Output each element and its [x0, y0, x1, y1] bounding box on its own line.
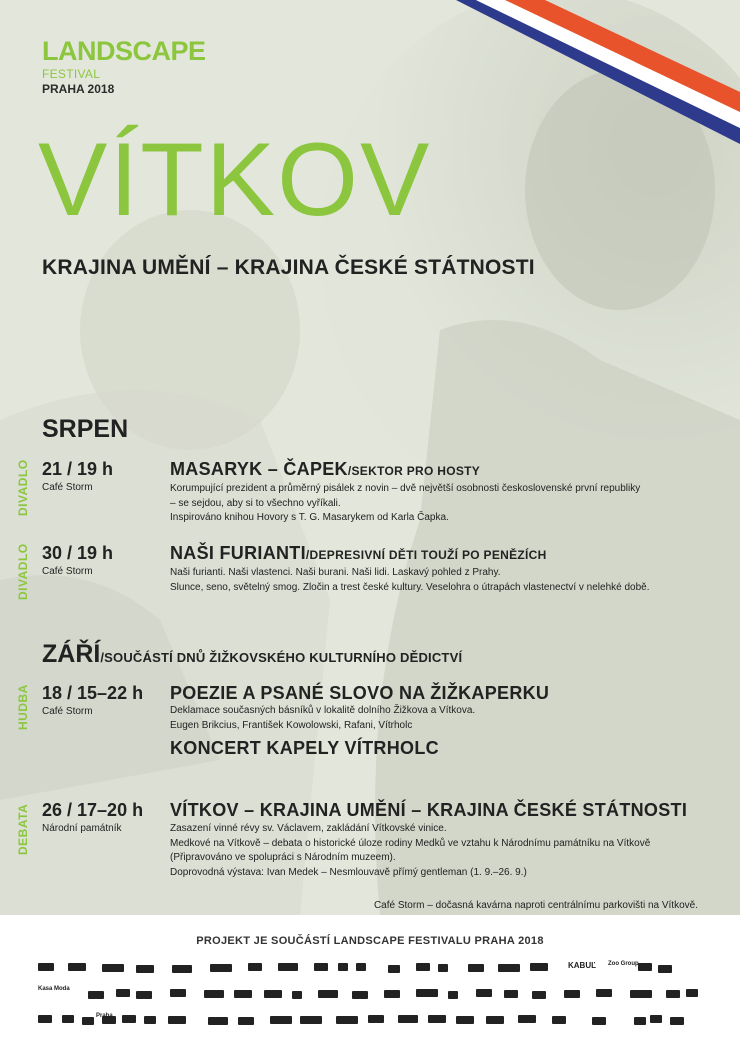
partner-logo [438, 964, 448, 972]
partner-logo [336, 1016, 358, 1024]
partner-logo [476, 989, 492, 997]
partner-logo [428, 1015, 446, 1023]
partner-logo [116, 989, 130, 997]
description-line: – se sejdou, aby si to všechno vyříkali. [170, 497, 341, 509]
partner-logo-row [38, 1007, 702, 1033]
partner-logo [300, 1016, 322, 1024]
event-title: VÍTKOV – KRAJINA UMĚNÍ – KRAJINA ČESKÉ STÁTNOSTI [170, 800, 688, 820]
partner-logo [210, 964, 232, 972]
partner-logo [634, 1017, 646, 1025]
event-description [170, 704, 475, 733]
partner-logo [456, 1016, 474, 1024]
partner-logo [630, 990, 652, 998]
festival-label: FESTIVAL [42, 67, 101, 81]
partners-strip [0, 915, 740, 1047]
partner-logo [388, 965, 400, 973]
description-line: Eugen Brikcius, František Kowolowski, Rafani, Vítrholc [170, 719, 413, 731]
event-title: POEZIE A PSANÉ SLOVO NA ŽIŽKAPERKU [170, 683, 550, 703]
partner-logo [532, 991, 546, 999]
partner-logo [172, 965, 192, 973]
partner-logo [416, 989, 438, 997]
partner-logo [666, 990, 680, 998]
description-line: (Připravováno ve spolupráci s Národním muzeem). [170, 852, 396, 863]
partner-logo [552, 1016, 566, 1024]
partner-logo [314, 963, 328, 971]
partner-logo [468, 964, 484, 972]
category-label: DIVADLO [16, 459, 30, 516]
partner-logo [384, 990, 400, 998]
partner-logo [486, 1016, 504, 1024]
footnote: Café Storm – dočasná kavárna naproti centrálnímu parkovišti na Vítkově. [373, 900, 698, 911]
partner-logo [136, 991, 152, 999]
partner-logo [448, 991, 458, 999]
partner-logo [596, 989, 612, 997]
partner-logo [416, 963, 430, 971]
event-venue: Národní památník [42, 823, 122, 834]
event-title [170, 459, 480, 480]
main-title: VÍTKOV [38, 122, 432, 238]
partner-logo-row [38, 955, 702, 981]
partner-logo [38, 1015, 52, 1023]
project-line: PROJEKT JE SOUČÁSTÍ LANDSCAPE FESTIVALU PRAHA 2018 [196, 935, 544, 947]
partner-logo [264, 990, 282, 998]
partner-logo [518, 1015, 536, 1023]
event-title [170, 543, 547, 564]
event-description [170, 822, 650, 880]
main-subtitle: KRAJINA UMĚNÍ – KRAJINA ČESKÉ STÁTNOSTI [42, 256, 535, 279]
description-line: Medkové na Vítkově – debata o historické úloze rodiny Medků ve vztahu k Národnímu památníku na Vítkově [170, 837, 651, 849]
partner-logo [368, 1015, 384, 1023]
event-title-main: NAŠI FURIANTI [170, 543, 306, 563]
description-line: Deklamace současných básníků v lokalitě dolního Žižkova a Vítkova. [170, 705, 476, 716]
category-label: DIVADLO [16, 543, 30, 600]
event-title-suffix: /DEPRESIVNÍ DĚTI TOUŽÍ PO PENĚZÍCH [305, 548, 547, 562]
event-venue: Café Storm [42, 566, 93, 577]
partner-logo [82, 1017, 94, 1025]
partner-logo [564, 990, 580, 998]
partner-logo [278, 963, 298, 971]
partner-logo [136, 965, 154, 973]
category-label: HUDBA [16, 684, 30, 730]
partner-logo-text: Praha [96, 1013, 113, 1019]
partner-logo [352, 991, 368, 999]
partner-logo [38, 963, 54, 971]
partner-logos [38, 955, 702, 1033]
description-line: Naši furianti. Naši vlastenci. Naši burani. Naši lidi. Laskavý pohled z Prahy. [170, 567, 501, 578]
partner-logo [122, 1015, 136, 1023]
partner-logo [356, 963, 366, 971]
month-heading [42, 640, 462, 669]
festival-city-year: PRAHA 2018 [42, 82, 115, 96]
partner-logo-text: Kasa Moda [38, 986, 70, 992]
category-label: DEBATA [16, 803, 30, 855]
festival-name: LANDSCAPE [42, 36, 206, 66]
partner-logo-text: KABUĽ [568, 961, 596, 970]
partner-logo [670, 1017, 684, 1025]
description-line: Zasazení vinné révy sv. Václavem, zakládání Vítkovské vinice. [170, 823, 447, 834]
partner-logo [504, 990, 518, 998]
partner-logo [318, 990, 338, 998]
event-title-suffix: /SEKTOR PRO HOSTY [347, 464, 481, 478]
description-line: Inspirováno knihou Hovory s T. G. Masarykem od Karla Čapka. [170, 512, 449, 523]
event-time: 21 / 19 h [42, 459, 114, 479]
partner-logo [398, 1015, 418, 1023]
month-heading: SRPEN [42, 415, 129, 443]
partner-logo [238, 1017, 254, 1025]
event-venue: Café Storm [42, 706, 93, 717]
partner-logo [292, 991, 302, 999]
partner-logo-row [38, 981, 702, 1007]
event-title-main: MASARYK – ČAPEK [170, 459, 348, 479]
event-description [170, 482, 640, 526]
partner-logo [270, 1016, 292, 1024]
event-time: 26 / 17–20 h [42, 800, 144, 820]
partner-logo [234, 990, 252, 998]
partner-logo [170, 989, 186, 997]
partner-logo [530, 963, 548, 971]
partner-logo [102, 964, 124, 972]
description-line: Korumpující prezident a průměrný pisálek z novin – dvě největší osobnosti československé první republiky [170, 483, 641, 494]
partner-logo [68, 963, 86, 971]
event-title-secondary: KONCERT KAPELY VÍTRHOLC [170, 738, 439, 758]
month-suffix: /SOUČÁSTÍ DNŮ ŽIŽKOVSKÉHO KULTURNÍHO DĚDICTVÍ [100, 650, 463, 665]
partner-logo [658, 965, 672, 973]
partner-logo [208, 1017, 228, 1025]
partner-logo [248, 963, 262, 971]
event-time: 18 / 15–22 h [42, 683, 144, 703]
partner-logo-text: Zoo Group [608, 961, 639, 967]
partner-logo [638, 963, 652, 971]
partner-logo [650, 1015, 662, 1023]
partner-logo [498, 964, 520, 972]
description-line: Slunce, seno, světelný smog. Zločin a trest české kultury. Veselohra o útrapách vlastenectví v nelehké době. [170, 581, 650, 593]
event-time: 30 / 19 h [42, 543, 114, 563]
partner-logo [686, 989, 698, 997]
partner-logo [204, 990, 224, 998]
event-description [170, 566, 650, 595]
partner-logo [168, 1016, 186, 1024]
festival-logo [42, 38, 206, 95]
description-line: Doprovodná výstava: Ivan Medek – Nesmlouvavě přímý gentleman (1. 9.–26. 9.) [170, 866, 527, 878]
partner-logo [88, 991, 104, 999]
month-name: ZÁŘÍ [42, 640, 101, 668]
partner-logo [592, 1017, 606, 1025]
partner-logo [144, 1016, 156, 1024]
event-venue: Café Storm [42, 482, 93, 493]
partner-logo [62, 1015, 74, 1023]
partner-logo [338, 963, 348, 971]
